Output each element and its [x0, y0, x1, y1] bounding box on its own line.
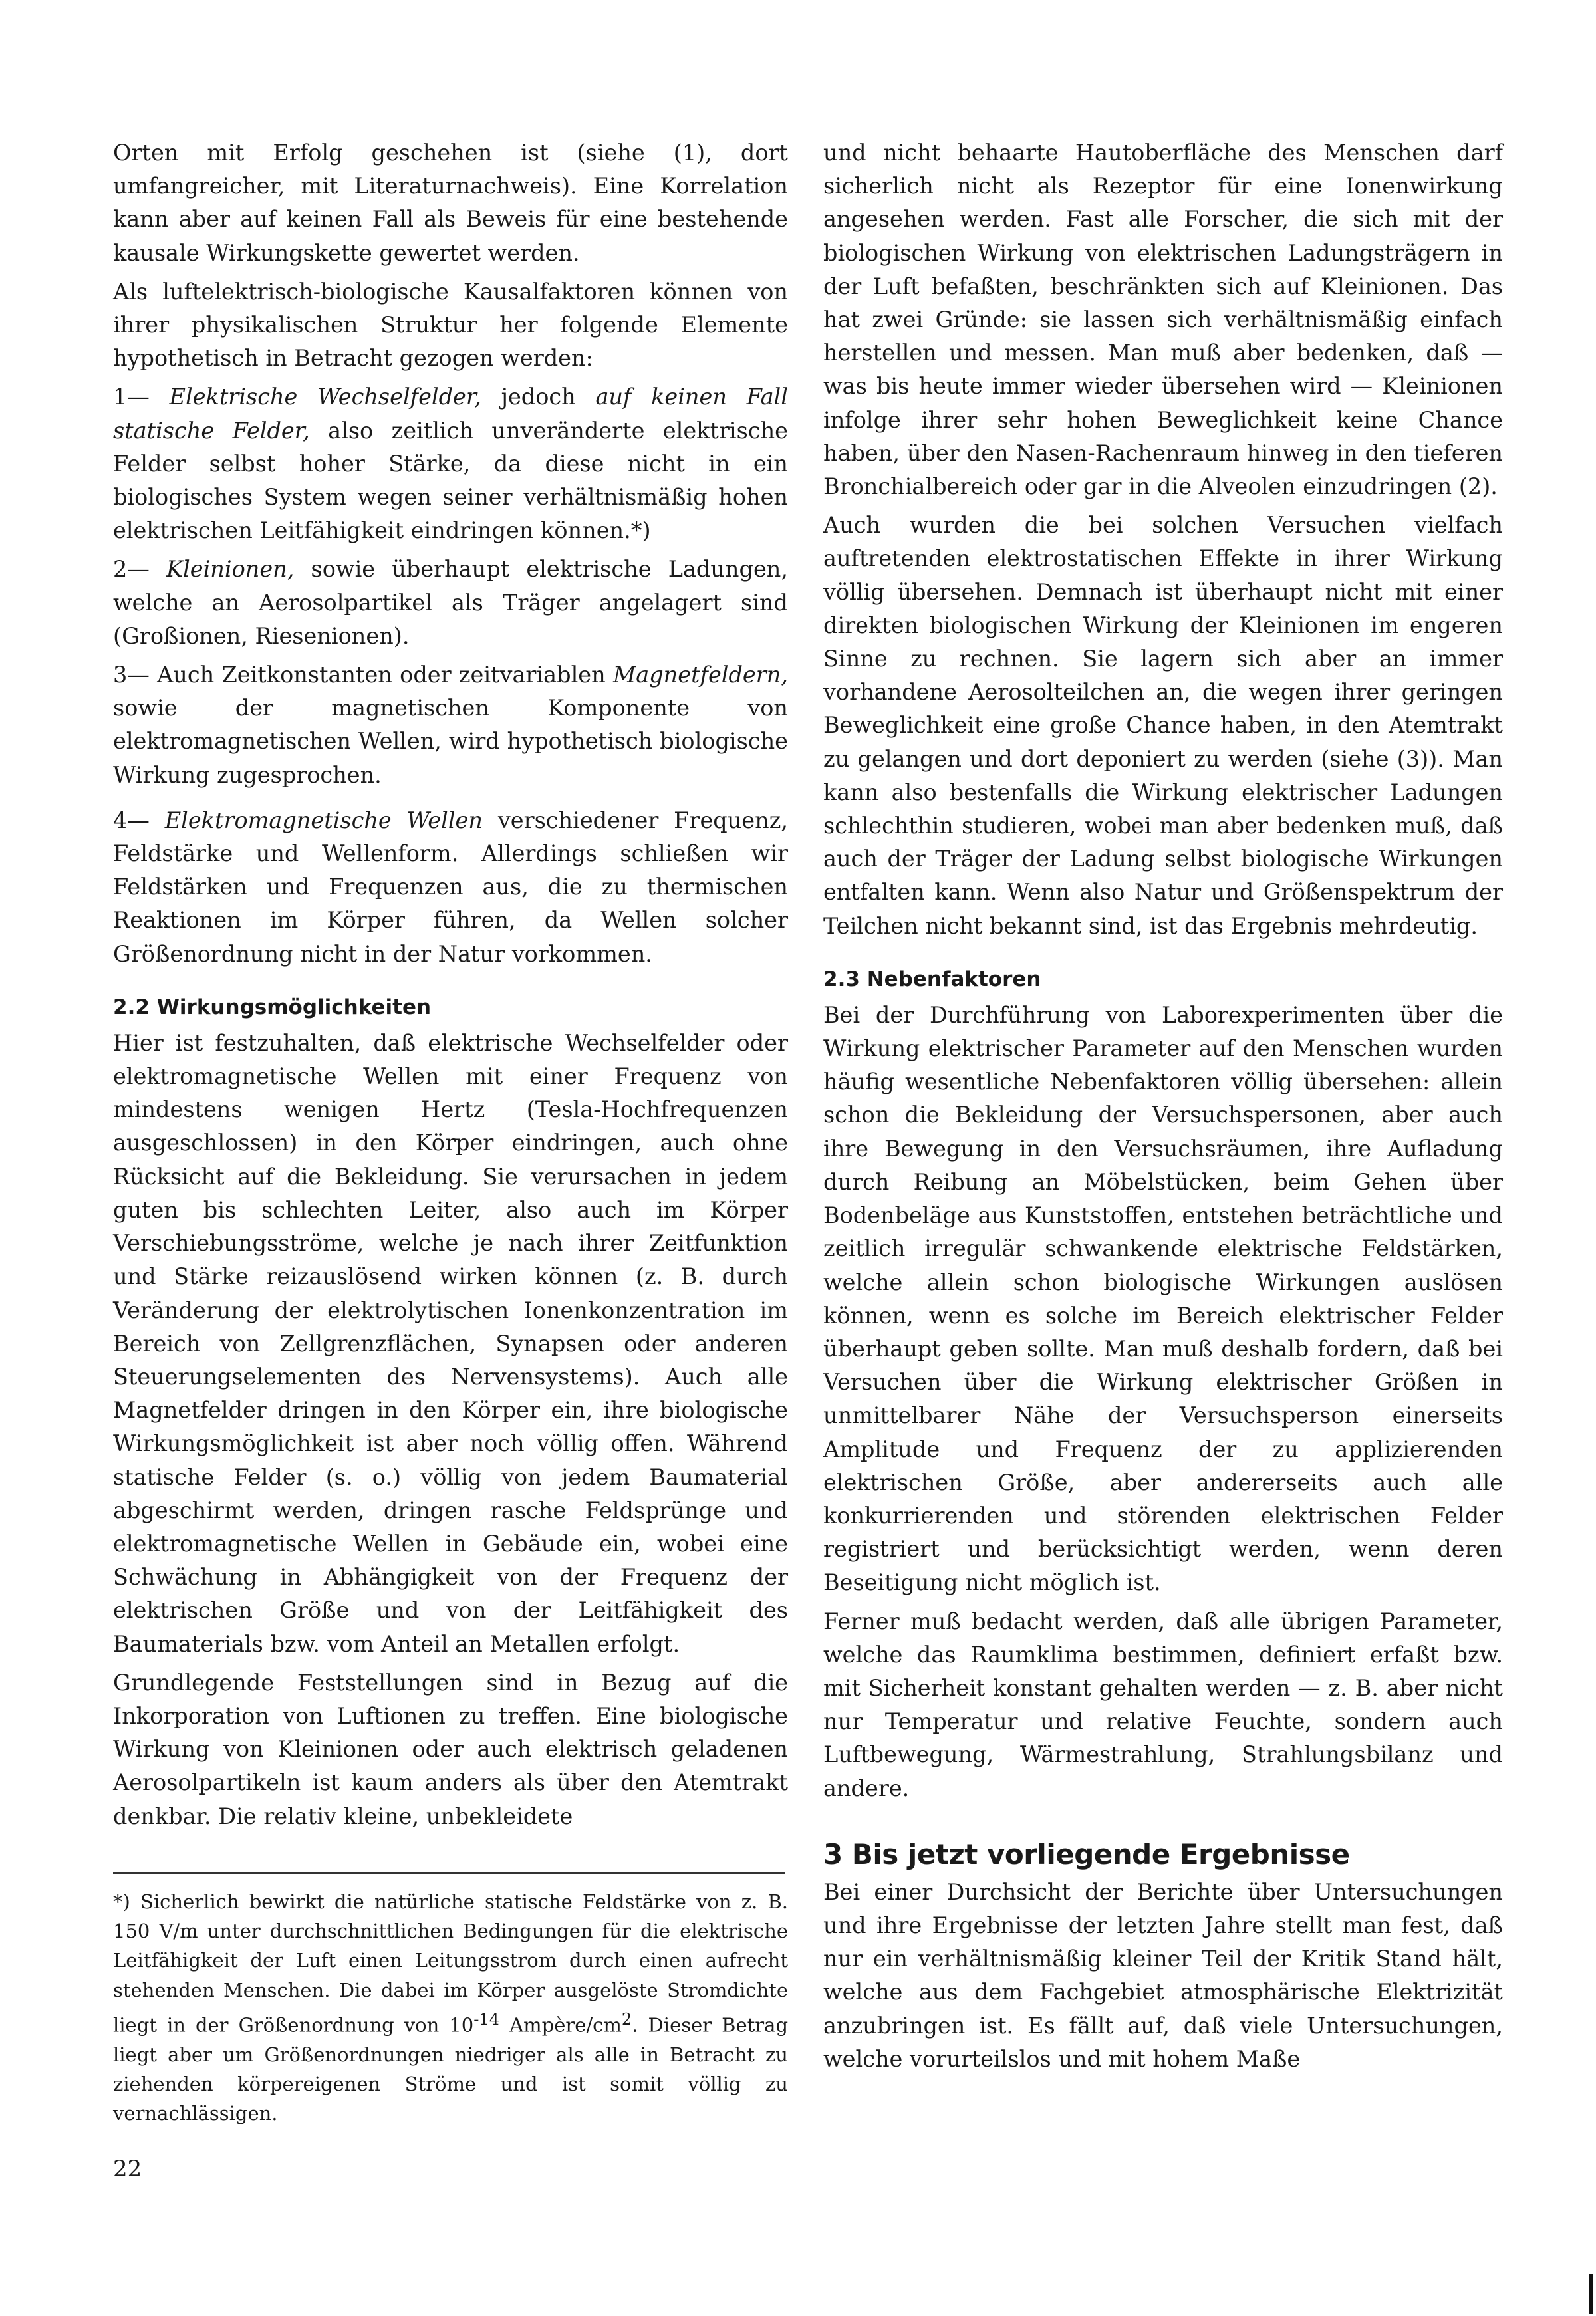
margin-mark	[1589, 2274, 1593, 2314]
paragraph: Als luftelektrisch-biologische Kausalfaktoren können von ihrer physikalischen Struktur her folgende Elemente hypothetisch in Betracht gezogen werden:	[113, 278, 788, 372]
list-number: 3—	[113, 662, 150, 688]
left-column	[113, 136, 788, 1839]
exponent: 2	[621, 2009, 632, 2029]
text: verschiedener Frequenz, Feldstärke und Wellenform. Allerdings schließen wir Feldstärken und Frequenzen aus, die zu thermischen Reaktionen im Körper führen, da Wellen solcher Größenordnung nicht in der Natur vorkommen.	[113, 807, 788, 967]
list-item-1	[113, 380, 788, 547]
paragraph: Ferner muß bedacht werden, daß alle übrigen Parameter, welche das Raumklima bestimmen, definiert erfaßt bzw. mit Sicherheit konstant gehalten werden — z. B. aber nicht nur Temperatur und relative Feuchte, sondern auch Luftbewegung, Wärmestrahlung, Strahlungsbilanz und andere.	[823, 1608, 1503, 1801]
exponent: -14	[473, 2009, 500, 2029]
emphasis: Kleinionen,	[166, 556, 295, 582]
section-heading-2-2: 2.2 Wirkungsmöglichkeiten	[113, 995, 432, 1019]
right-column	[823, 136, 1503, 2081]
paragraph: Bei einer Durchsicht der Berichte über Untersuchungen und ihre Ergebnisse der letzten Jahre stellt man fest, daß nur ein verhältnismäßig kleiner Teil der Kritik Stand hält, welche aus dem Fachgebiet atmosphärische Elektrizität anzubringen ist. Es fällt auf, daß viele Untersuchungen, welche vorurteilslos und mit hohem Maße	[823, 1878, 1503, 2072]
text: sowie überhaupt elektrische Ladungen, welche an Aerosolpartikel als Träger angelagert sind (Großionen, Riesenionen).	[113, 556, 789, 649]
section-heading-2-3: 2.3 Nebenfaktoren	[823, 967, 1041, 991]
section-heading-3: 3 Bis jetzt vorliegende Ergebnisse	[823, 1837, 1350, 1870]
emphasis: auf keinen Fall statische Felder,	[113, 384, 788, 444]
list-number: 4—	[113, 807, 150, 833]
footnote-divider	[113, 1872, 785, 1874]
list-item-2	[113, 553, 788, 653]
paragraph: Auch wurden die bei solchen Versuchen vielfach auftretenden elektrostatischen Effekte in ihrer Wirkung völlig übersehen. Demnach ist überhaupt nicht mit einer direkten biologischen Wirkung der Kleinionen im engeren Sinne zu rechnen. Sie lagern sich aber an immer vorhandene Aerosolteilchen an, die wegen ihrer geringen Beweglichkeit eine große Chance haben, in den Atemtrakt zu gelangen und dort deponiert zu werden (siehe (3)). Man kann also bestenfalls die Wirkung elektrischer Ladungen schlechthin studieren, wobei man aber bedenken muß, daß auch der Träger der Ladung selbst biologische Wirkungen entfalten kann. Wenn also Natur und Größenspektrum der Teilchen nicht bekannt sind, ist das Ergebnis mehrdeutig.	[823, 512, 1503, 939]
paragraph: Orten mit Erfolg geschehen ist (siehe (1), dort umfangreicher, mit Literaturnachweis). Eine Korrelation kann aber auf keinen Fall als Beweis für eine bestehende kausale Wirkungskette gewertet werden.	[113, 140, 788, 266]
text: Auch Zeitkonstanten oder zeitvariablen	[157, 662, 606, 688]
text: *) Sicherlich bewirkt die natürliche statische Feldstärke von z. B. 150 V/m unter durchschnittlichen Bedingungen für die elektrische Leitfähigkeit der Luft einen Leitungsstrom durch einen aufrecht stehenden Menschen. Die dabei im Körper ausgelöste Stromdichte liegt in der Größenordnung von 10	[113, 1890, 788, 2037]
paragraph: Grundlegende Feststellungen sind in Bezug auf die Inkorporation von Luftionen zu treffen. Eine biologische Wirkung von Kleinionen oder auch elektrisch geladenen Aerosolpartikeln ist kaum anders als über den Atemtrakt denkbar. Die relativ kleine, unbekleidete	[113, 1669, 788, 1829]
paragraph: Bei der Durchführung von Laborexperimenten über die Wirkung elektrischer Parameter auf den Menschen wurden häufig wesentliche Nebenfaktoren völlig übersehen: allein schon die Bekleidung der Versuchspersonen, aber auch ihre Bewegung in den Versuchsräumen, ihre Aufladung durch Reibung an Möbelstücken, beim Gehen über Bodenbeläge aus Kunststoffen, entstehen beträchtliche und zeitlich irregulär schwankende elektrische Feldstärken, welche allein schon biologische Wirkungen auslösen können, wenn es solche im Bereich elektrischer Felder überhaupt geben sollte. Man muß deshalb fordern, daß bei Versuchen über die Wirkung elektrischer Größen in unmittelbarer Nähe der Versuchsperson einerseits Amplitude und Frequenz der zu applizierenden elektrischen Größe, aber andererseits auch alle konkurrierenden und störenden elektrischen Felder registriert und berücksichtigt werden, wenn deren Beseitigung nicht möglich ist.	[823, 1001, 1503, 1596]
text: also zeitlich unveränderte elektrische Felder selbst hoher Stärke, da diese nicht in ein biologisches System wegen seiner verhältnismäßig hohen elektrischen Leitfähigkeit eindringen können.*)	[113, 417, 788, 544]
text: Ampère/cm	[509, 2013, 622, 2037]
list-item-4	[113, 804, 788, 971]
emphasis: Elektrische Wechselfelder,	[169, 384, 481, 410]
footnote-text	[113, 1887, 788, 2128]
list-number: 2—	[113, 556, 150, 582]
text: sowie der magnetischen Komponente von elektromagnetischen Wellen, wird hypothetisch biologische Wirkung zugesprochen.	[113, 695, 788, 788]
page-number: 22	[113, 2156, 142, 2182]
paragraph: Hier ist festzuhalten, daß elektrische Wechselfelder oder elektromagnetische Wellen mit einer Frequenz von mindestens wenigen Hertz (Tesla-Hochfrequenzen ausgeschlossen) in den Körper eindringen, auch ohne Rücksicht auf die Bekleidung. Sie verursachen in jedem guten bis schlechten Leiter, also auch im Körper Verschiebungsströme, welche je nach ihrer Zeitfunktion und Stärke reizauslösend wirken können (z. B. durch Veränderung der elektrolytischen Ionenkonzentration im Bereich von Zellgrenzflächen, Synapsen oder anderen Steuerungselementen des Nervensystems). Auch alle Magnetfelder dringen in den Körper ein, ihre biologische Wirkungsmöglichkeit ist aber noch völlig offen. Während statische Felder (s. o.) völlig von jedem Baumaterial abgeschirmt werden, dringen rasche Feldsprünge und elektromagnetische Wellen in Gebäude ein, wobei eine Schwächung in Abhängigkeit von der Frequenz der elektrischen Größe und von der Leitfähigkeit des Baumaterials bzw. vom Anteil an Metallen erfolgt.	[113, 1029, 788, 1657]
emphasis: Magnetfeldern,	[612, 662, 788, 688]
text: jedoch	[501, 384, 576, 410]
emphasis: Elektromagnetische Wellen	[164, 807, 483, 833]
paragraph: und nicht behaarte Hautoberfläche des Menschen darf sicherlich nicht als Rezeptor für eine Ionenwirkung angesehen werden. Fast alle Forscher, die sich mit der biologischen Wirkung von elektrischen Ladungsträgern in der Luft befaßten, beschränkten sich auf Kleinionen. Das hat zwei Gründe: sie lassen sich verhältnismäßig einfach herstellen und messen. Man muß aber bedenken, daß — was bis heute immer wieder übersehen wird — Kleinionen infolge ihrer sehr hohen Beweglichkeit keine Chance haben, über den Nasen-Rachenraum hinweg in den tieferen Bronchialbereich oder gar in die Alveolen einzudringen (2).	[823, 140, 1503, 500]
list-number: 1—	[113, 384, 150, 410]
text: . Dieser Betrag liegt aber um Größenordnungen niedriger als alle in Betracht zu ziehenden körpereigenen Ströme und ist somit völlig zu vernachlässigen.	[113, 2013, 789, 2125]
footnote	[113, 1887, 788, 2128]
list-item-3	[113, 658, 788, 792]
